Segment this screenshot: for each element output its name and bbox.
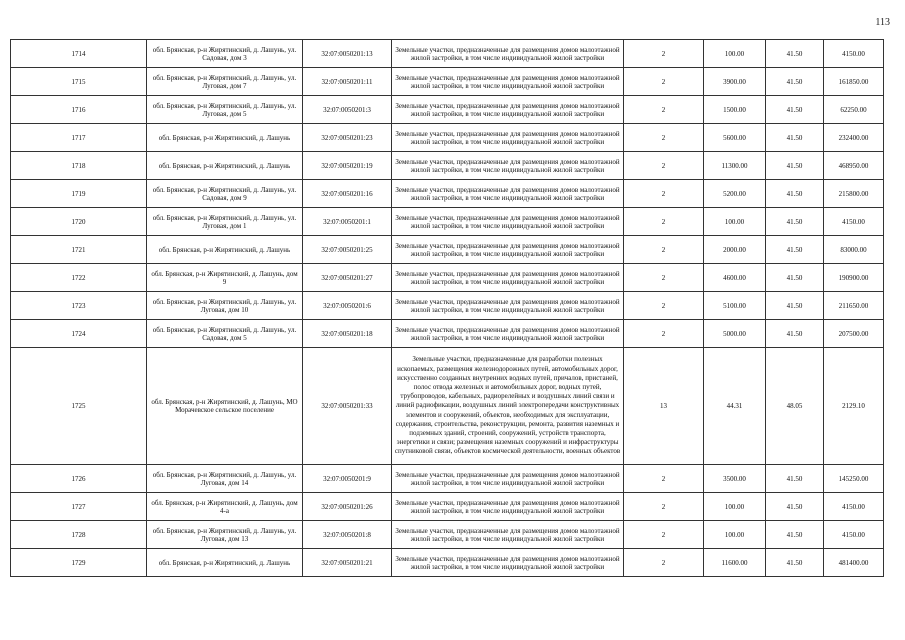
row-rate: 41.50	[766, 292, 824, 320]
row-cadastral-number: 32:07:0050201:3	[303, 96, 392, 124]
row-area: 44.31	[704, 348, 766, 465]
row-land-use-description: Земельные участки, предназначенные для размещения домов малоэтажной жилой застройки, в том числе индивидуальной жилой застройки	[392, 521, 624, 549]
row-value: 161850.00	[824, 68, 884, 96]
row-address: обл. Брянская, р-н Жирятинский, д. Лашунь, ул. Садовая, дом 3	[147, 40, 303, 68]
row-cadastral-number: 32:07:0050201:1	[303, 208, 392, 236]
row-area: 100.00	[704, 208, 766, 236]
row-number: 1726	[11, 465, 147, 493]
row-group: 2	[624, 40, 704, 68]
table-row	[11, 521, 884, 549]
row-value: 145250.00	[824, 465, 884, 493]
row-address: обл. Брянская, р-н Жирятинский, д. Лашунь, дом 9	[147, 264, 303, 292]
row-area: 100.00	[704, 521, 766, 549]
row-area: 100.00	[704, 40, 766, 68]
row-land-use-description: Земельные участки, предназначенные для размещения домов малоэтажной жилой застройки, в том числе индивидуальной жилой застройки	[392, 124, 624, 152]
table-row	[11, 180, 884, 208]
row-land-use-description: Земельные участки, предназначенные для размещения домов малоэтажной жилой застройки, в том числе индивидуальной жилой застройки	[392, 208, 624, 236]
row-cadastral-number: 32:07:0050201:25	[303, 236, 392, 264]
row-area: 5600.00	[704, 124, 766, 152]
row-land-use-description: Земельные участки, предназначенные для размещения домов малоэтажной жилой застройки, в том числе индивидуальной жилой застройки	[392, 465, 624, 493]
row-rate: 48.05	[766, 348, 824, 465]
row-address: обл. Брянская, р-н Жирятинский, д. Лашунь, ул. Луговая, дом 7	[147, 68, 303, 96]
row-number: 1724	[11, 320, 147, 348]
row-number: 1722	[11, 264, 147, 292]
row-rate: 41.50	[766, 180, 824, 208]
row-group: 2	[624, 96, 704, 124]
row-value: 4150.00	[824, 521, 884, 549]
row-address: обл. Брянская, р-н Жирятинский, д. Лашунь, ул. Луговая, дом 10	[147, 292, 303, 320]
row-rate: 41.50	[766, 68, 824, 96]
row-area: 11600.00	[704, 549, 766, 577]
row-number: 1715	[11, 68, 147, 96]
row-group: 2	[624, 152, 704, 180]
table-row	[11, 96, 884, 124]
row-number: 1717	[11, 124, 147, 152]
row-area: 1500.00	[704, 96, 766, 124]
table-row	[11, 493, 884, 521]
row-land-use-description: Земельные участки, предназначенные для размещения домов малоэтажной жилой застройки, в том числе индивидуальной жилой застройки	[392, 68, 624, 96]
table-row	[11, 152, 884, 180]
row-value: 4150.00	[824, 493, 884, 521]
row-cadastral-number: 32:07:0050201:6	[303, 292, 392, 320]
row-value: 232400.00	[824, 124, 884, 152]
row-land-use-description: Земельные участки, предназначенные для размещения домов малоэтажной жилой застройки, в том числе индивидуальной жилой застройки	[392, 320, 624, 348]
row-number: 1718	[11, 152, 147, 180]
table-body	[11, 40, 884, 577]
row-group: 2	[624, 264, 704, 292]
row-group: 2	[624, 180, 704, 208]
row-land-use-description: Земельные участки, предназначенные для размещения домов малоэтажной жилой застройки, в том числе индивидуальной жилой застройки	[392, 493, 624, 521]
row-number: 1719	[11, 180, 147, 208]
row-number: 1720	[11, 208, 147, 236]
row-cadastral-number: 32:07:0050201:23	[303, 124, 392, 152]
row-rate: 41.50	[766, 124, 824, 152]
table-row	[11, 236, 884, 264]
table-row	[11, 208, 884, 236]
table-row	[11, 292, 884, 320]
row-value: 211650.00	[824, 292, 884, 320]
row-number: 1727	[11, 493, 147, 521]
table-row	[11, 549, 884, 577]
row-address: обл. Брянская, р-н Жирятинский, д. Лашунь, ул. Луговая, дом 14	[147, 465, 303, 493]
row-value: 4150.00	[824, 40, 884, 68]
row-rate: 41.50	[766, 493, 824, 521]
land-registry-table	[10, 39, 884, 577]
row-cadastral-number: 32:07:0050201:18	[303, 320, 392, 348]
row-land-use-description: Земельные участки, предназначенные для размещения домов малоэтажной жилой застройки, в том числе индивидуальной жилой застройки	[392, 180, 624, 208]
row-value: 207500.00	[824, 320, 884, 348]
row-area: 2000.00	[704, 236, 766, 264]
table-row	[11, 348, 884, 465]
row-area: 3500.00	[704, 465, 766, 493]
row-address: обл. Брянская, р-н Жирятинский, д. Лашунь, МО Морачевское сельское поселение	[147, 348, 303, 465]
row-group: 2	[624, 208, 704, 236]
row-group: 2	[624, 292, 704, 320]
row-group: 2	[624, 549, 704, 577]
row-value: 468950.00	[824, 152, 884, 180]
row-address: обл. Брянская, р-н Жирятинский, д. Лашунь, дом 4-а	[147, 493, 303, 521]
row-area: 11300.00	[704, 152, 766, 180]
row-value: 215800.00	[824, 180, 884, 208]
row-land-use-description: Земельные участки, предназначенные для размещения домов малоэтажной жилой застройки, в том числе индивидуальной жилой застройки	[392, 40, 624, 68]
table-row	[11, 264, 884, 292]
row-address: обл. Брянская, р-н Жирятинский, д. Лашунь	[147, 549, 303, 577]
table-row	[11, 68, 884, 96]
row-cadastral-number: 32:07:0050201:19	[303, 152, 392, 180]
row-area: 3900.00	[704, 68, 766, 96]
row-address: обл. Брянская, р-н Жирятинский, д. Лашунь, ул. Луговая, дом 5	[147, 96, 303, 124]
row-cadastral-number: 32:07:0050201:8	[303, 521, 392, 549]
row-area: 5000.00	[704, 320, 766, 348]
row-group: 2	[624, 320, 704, 348]
table-row	[11, 124, 884, 152]
row-group: 2	[624, 124, 704, 152]
row-land-use-description: Земельные участки, предназначенные для разработки полезных ископаемых, размещения железнодорожных путей, автомобильных дорог, искусственно созданных внутренних водных путей, причалов, пристаней, полос отвода железных и автомобильных дорог, водных путей, трубопроводов, кабельных, радиорелейных и воздушных линий связи и линий радиофикации, воздушных линий электропередачи конструктивных элементов и сооружений, объектов, необходимых для эксплуатации, содержания, строительства, реконструкции, ремонта, развития наземных и подземных зданий, строений, сооружений, устройств транспорта, энергетики и связи; размещения наземных сооружений и инфраструктуры спутниковой связи, объектов космической деятельности, военных объектов	[392, 348, 624, 465]
row-area: 4600.00	[704, 264, 766, 292]
row-group: 2	[624, 493, 704, 521]
row-group: 13	[624, 348, 704, 465]
row-cadastral-number: 32:07:0050201:26	[303, 493, 392, 521]
row-address: обл. Брянская, р-н Жирятинский, д. Лашунь	[147, 236, 303, 264]
row-value: 2129.10	[824, 348, 884, 465]
row-rate: 41.50	[766, 152, 824, 180]
row-area: 100.00	[704, 493, 766, 521]
row-address: обл. Брянская, р-н Жирятинский, д. Лашунь, ул. Луговая, дом 1	[147, 208, 303, 236]
row-address: обл. Брянская, р-н Жирятинский, д. Лашунь, ул. Садовая, дом 5	[147, 320, 303, 348]
row-cadastral-number: 32:07:0050201:9	[303, 465, 392, 493]
row-number: 1729	[11, 549, 147, 577]
row-area: 5100.00	[704, 292, 766, 320]
row-rate: 41.50	[766, 96, 824, 124]
table-row	[11, 320, 884, 348]
row-address: обл. Брянская, р-н Жирятинский, д. Лашунь	[147, 152, 303, 180]
row-number: 1721	[11, 236, 147, 264]
row-address: обл. Брянская, р-н Жирятинский, д. Лашунь	[147, 124, 303, 152]
row-land-use-description: Земельные участки, предназначенные для размещения домов малоэтажной жилой застройки, в том числе индивидуальной жилой застройки	[392, 549, 624, 577]
row-group: 2	[624, 68, 704, 96]
row-address: обл. Брянская, р-н Жирятинский, д. Лашунь, ул. Луговая, дом 13	[147, 521, 303, 549]
row-land-use-description: Земельные участки, предназначенные для размещения домов малоэтажной жилой застройки, в том числе индивидуальной жилой застройки	[392, 152, 624, 180]
row-group: 2	[624, 236, 704, 264]
row-rate: 41.50	[766, 320, 824, 348]
row-cadastral-number: 32:07:0050201:11	[303, 68, 392, 96]
row-number: 1728	[11, 521, 147, 549]
row-cadastral-number: 32:07:0050201:21	[303, 549, 392, 577]
row-land-use-description: Земельные участки, предназначенные для размещения домов малоэтажной жилой застройки, в том числе индивидуальной жилой застройки	[392, 292, 624, 320]
row-cadastral-number: 32:07:0050201:16	[303, 180, 392, 208]
row-land-use-description: Земельные участки, предназначенные для размещения домов малоэтажной жилой застройки, в том числе индивидуальной жилой застройки	[392, 264, 624, 292]
row-rate: 41.50	[766, 40, 824, 68]
row-number: 1725	[11, 348, 147, 465]
row-rate: 41.50	[766, 549, 824, 577]
row-cadastral-number: 32:07:0050201:33	[303, 348, 392, 465]
row-address: обл. Брянская, р-н Жирятинский, д. Лашунь, ул. Садовая, дом 9	[147, 180, 303, 208]
row-rate: 41.50	[766, 521, 824, 549]
row-rate: 41.50	[766, 465, 824, 493]
row-cadastral-number: 32:07:0050201:13	[303, 40, 392, 68]
row-value: 83000.00	[824, 236, 884, 264]
table-row	[11, 40, 884, 68]
row-number: 1723	[11, 292, 147, 320]
page-number: 113	[875, 17, 890, 28]
row-value: 62250.00	[824, 96, 884, 124]
row-rate: 41.50	[766, 264, 824, 292]
row-value: 4150.00	[824, 208, 884, 236]
row-rate: 41.50	[766, 208, 824, 236]
row-value: 481400.00	[824, 549, 884, 577]
row-land-use-description: Земельные участки, предназначенные для размещения домов малоэтажной жилой застройки, в том числе индивидуальной жилой застройки	[392, 96, 624, 124]
row-land-use-description: Земельные участки, предназначенные для размещения домов малоэтажной жилой застройки, в том числе индивидуальной жилой застройки	[392, 236, 624, 264]
row-cadastral-number: 32:07:0050201:27	[303, 264, 392, 292]
row-area: 5200.00	[704, 180, 766, 208]
row-rate: 41.50	[766, 236, 824, 264]
row-number: 1716	[11, 96, 147, 124]
table-row	[11, 465, 884, 493]
row-number: 1714	[11, 40, 147, 68]
row-group: 2	[624, 521, 704, 549]
row-group: 2	[624, 465, 704, 493]
row-value: 190900.00	[824, 264, 884, 292]
